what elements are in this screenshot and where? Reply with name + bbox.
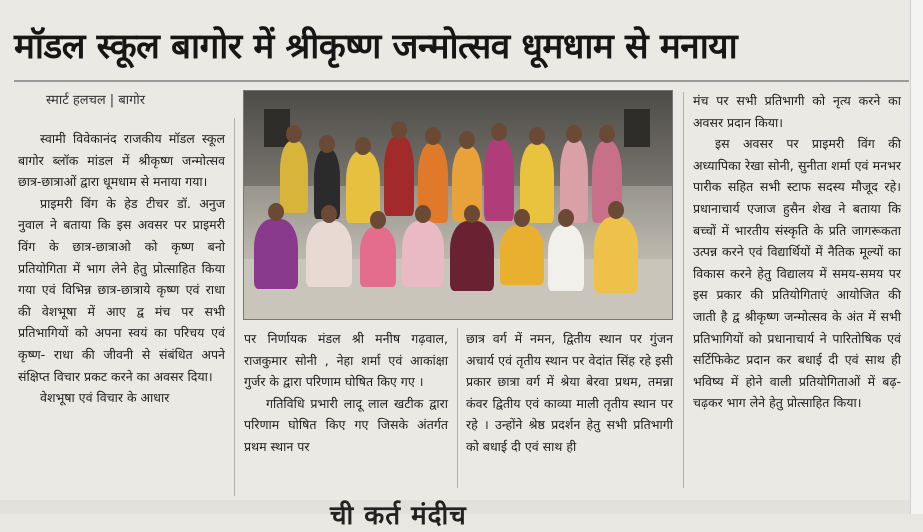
col2-para-2: गतिविधि प्रभारी लादू लाल खटीक द्वारा परिणाम घोषित किए गए जिसके अंतर्गत प्रथम स्थान पर (244, 395, 448, 454)
child-head (319, 135, 335, 153)
column-4 (693, 90, 901, 414)
child-head (268, 203, 284, 221)
child-head (529, 127, 545, 145)
headline: मॉडल स्कूल बागोर में श्रीकृष्ण जन्मोत्सव धूमधाम से मनाया (14, 27, 738, 67)
column-3 (466, 328, 673, 458)
photo-window (624, 109, 650, 147)
child-figure (360, 227, 396, 287)
col1-para-1: स्वामी विवेकानंद राजकीय मॉडल स्कूल बागोर ब्लॉक मांडल में श्रीकृष्ण जन्मोत्सव छात्र-छात्राओं द्वारा धूमधाम से मनाया गया। (18, 131, 225, 190)
child-head (355, 137, 371, 155)
child-head (558, 209, 574, 227)
child-head (599, 125, 615, 143)
child-head (391, 121, 407, 139)
col4-para-1: मंच पर सभी प्रतिभागी को नृत्य करने का अवसर प्रदान किया। (693, 93, 901, 130)
page-edge (910, 0, 923, 514)
child-figure (254, 219, 298, 289)
child-figure (306, 221, 352, 287)
child-figure (450, 221, 494, 291)
child-head (608, 201, 624, 219)
col1-para-3: वेशभूषा एवं विचार के आधार (40, 390, 170, 406)
column-divider-1 (234, 118, 235, 496)
column-2 (244, 328, 448, 458)
headline-rule (14, 80, 909, 82)
child-figure (384, 136, 414, 216)
child-head (464, 205, 480, 223)
byline: स्मार्ट हलचल | बागोर (46, 93, 146, 108)
child-head (566, 125, 582, 143)
photo-window (264, 109, 290, 147)
child-head (459, 131, 475, 149)
col3-para-1: छात्र वर्ग में नमन, द्वितीय स्थान पर गुंजन अचार्य एवं तृतीय स्थान पर वेदांत सिंह रहे इसी प्रकार छात्रा वर्ग में श्रेया बेरवा प्रथम, तमन्ना कंवर द्वितीय एवं काव्या माली तृतीय स्थान पर रहे । उन्होंने श्रेष्ठ प्रदर्शन हेतु सभी प्रतिभागी को बधाई दी एवं साथ ही (466, 331, 673, 454)
child-head (286, 125, 302, 143)
col2-para-1: पर निर्णायक मंडल श्री मनीष गढ़वाल, राजकुमार सोनी , नेहा शर्मा एवं आकांक्षा गुर्जर के द्वारा परिणाम घोषित किए गए । (244, 331, 448, 390)
col1-para-2: प्राइमरी विंग के हेड टीचर डॉ. अनुज नुवाल ने बताया कि इस अवसर पर प्राइमरी विंग के छात्र-छात्राओ को कृष्ण बनो प्रतियोगिता में भाग लेने हेतु प्रोत्साहित किया गया एवं विभिन्न छात्र-छात्राये कृष्ण एवं राधा की वेशभूषा में आए द्व मंच पर सभी प्रतिभागियों को अपना स्वयं का परिचय एवं कृष्ण- राधा की जीवनी से संबंधित अपने संक्षिप्त विचार प्रकट करने का अवसर दिया। (18, 195, 225, 384)
child-figure (548, 225, 584, 291)
child-head (321, 205, 337, 223)
child-figure (280, 141, 308, 213)
column-divider-3 (683, 92, 684, 488)
column-divider-2 (457, 328, 458, 488)
column-1 (18, 128, 225, 409)
child-figure (594, 217, 638, 293)
child-figure (484, 139, 514, 221)
child-figure (500, 225, 544, 285)
col4-para-2: इस अवसर पर प्राइमरी विंग की अध्यापिका रेखा सोनी, सुनीता शर्मा एवं मनभर पारीक सहित सभी स्टाफ सदस्य मौजूद रहे। प्रधानाचार्य एजाज हुसैन शेख ने बताया कि बच्चों में भारतीय संस्कृति के प्रति जागरूकता उत्पन्न करने एवं विद्यार्थियों में नैतिक मूल्यों का विकास करने हेतु विद्यालय में समय-समय पर इस प्रकार की प्रतियोगिताएं आयोजित की जाती है द्व श्रीकृष्ण जन्मोत्सव के अंत में सभी प्रतिभागियों को प्रधानाचार्य ने पारितोषिक एवं सर्टिफिकेट प्रदान कर बधाई दी एवं साथ ही भविष्य में होने वाली प्रतियोगिताओं में बढ़-चढ़कर भाग लेने हेतु प्रोत्साहित किया। (693, 136, 901, 411)
next-headline-partial: ची कर्त मंदीच (330, 501, 467, 531)
child-figure (402, 221, 444, 287)
child-head (514, 209, 530, 227)
group-photo (243, 90, 673, 320)
child-head (415, 205, 431, 223)
child-head (491, 123, 507, 141)
child-head (425, 127, 441, 145)
child-head (370, 211, 386, 229)
